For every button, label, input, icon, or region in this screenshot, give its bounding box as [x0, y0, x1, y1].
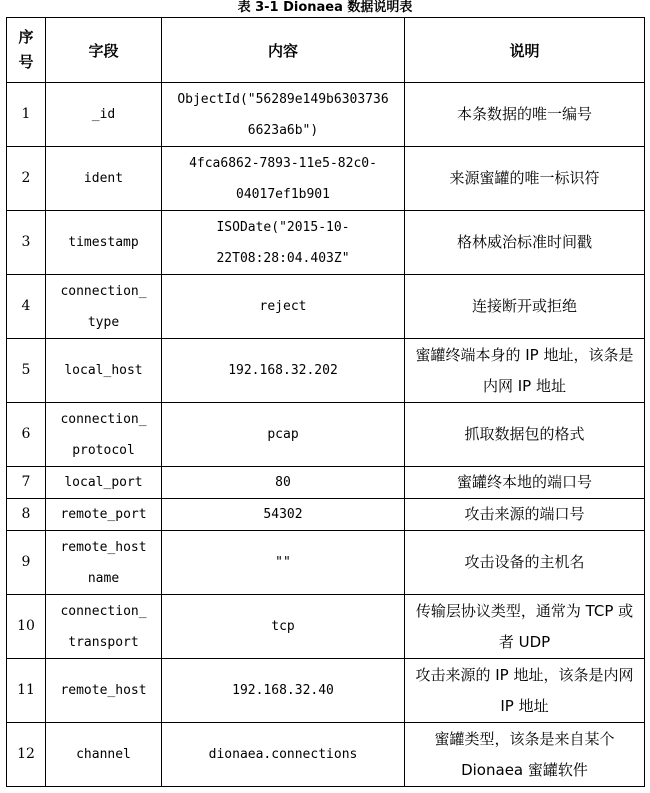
row-description: 连接断开或拒绝	[405, 275, 645, 339]
row-field: local_host	[46, 339, 162, 403]
row-content: 192.168.32.40	[162, 659, 405, 723]
row-content: 54302	[162, 499, 405, 531]
row-field: local_port	[46, 467, 162, 499]
row-field: remote_host name	[46, 531, 162, 595]
row-index: 6	[7, 403, 46, 467]
table-row	[7, 531, 645, 595]
row-content: 80	[162, 467, 405, 499]
row-content: 4fca6862-7893-11e5-82c0-04017ef1b901	[162, 147, 405, 211]
table-row	[7, 595, 645, 659]
row-field: _id	[46, 83, 162, 147]
table-caption: 表 3-1 Dionaea 数据说明表	[237, 0, 413, 15]
row-field: timestamp	[46, 211, 162, 275]
row-index: 3	[7, 211, 46, 275]
row-index: 2	[7, 147, 46, 211]
row-content: 192.168.32.202	[162, 339, 405, 403]
row-field: channel	[46, 723, 162, 787]
row-content: tcp	[162, 595, 405, 659]
row-description: 抓取数据包的格式	[405, 403, 645, 467]
row-description: 攻击设备的主机名	[405, 531, 645, 595]
row-index: 5	[7, 339, 46, 403]
row-field: connection_ type	[46, 275, 162, 339]
row-field: ident	[46, 147, 162, 211]
row-content: reject	[162, 275, 405, 339]
row-content: ""	[162, 531, 405, 595]
row-field: connection_ protocol	[46, 403, 162, 467]
row-field: remote_port	[46, 499, 162, 531]
row-index: 7	[7, 467, 46, 499]
row-index: 8	[7, 499, 46, 531]
row-description: 蜜罐终端本身的 IP 地址，该条是内网 IP 地址	[405, 339, 645, 403]
row-index: 12	[7, 723, 46, 787]
data-table	[6, 17, 645, 787]
table-row	[7, 403, 645, 467]
row-field: connection_ transport	[46, 595, 162, 659]
table-row	[7, 339, 645, 403]
row-field: remote_host	[46, 659, 162, 723]
row-description: 来源蜜罐的唯一标识符	[405, 147, 645, 211]
table-row	[7, 147, 645, 211]
table-row	[7, 659, 645, 723]
row-content: ObjectId("56289e149b6303736 6623a6b")	[162, 83, 405, 147]
table-row	[7, 467, 645, 499]
row-description: 攻击来源的端口号	[405, 499, 645, 531]
header-description: 说明	[405, 18, 645, 83]
row-content: pcap	[162, 403, 405, 467]
header-index-line2: 号	[18, 53, 34, 71]
row-description: 格林威治标准时间戳	[405, 211, 645, 275]
header-row	[7, 18, 645, 83]
row-index: 1	[7, 83, 46, 147]
row-description: 攻击来源的 IP 地址，该条是内网 IP 地址	[405, 659, 645, 723]
table-row	[7, 499, 645, 531]
header-index-line1: 序	[18, 28, 34, 46]
row-content: dionaea.connections	[162, 723, 405, 787]
row-index: 10	[7, 595, 46, 659]
table-row	[7, 275, 645, 339]
row-description: 蜜罐类型，该条是来自某个 Dionaea 蜜罐软件	[405, 723, 645, 787]
table-row	[7, 723, 645, 787]
row-index: 11	[7, 659, 46, 723]
row-description: 传输层协议类型，通常为 TCP 或者 UDP	[405, 595, 645, 659]
header-field: 字段	[46, 18, 162, 83]
row-description: 本条数据的唯一编号	[405, 83, 645, 147]
header-content: 内容	[162, 18, 405, 83]
table-row	[7, 83, 645, 147]
row-index: 4	[7, 275, 46, 339]
table-row	[7, 211, 645, 275]
row-description: 蜜罐终本地的端口号	[405, 467, 645, 499]
row-content: ISODate("2015-10-22T08:28:04.403Z"	[162, 211, 405, 275]
row-index: 9	[7, 531, 46, 595]
header-index	[7, 18, 46, 83]
